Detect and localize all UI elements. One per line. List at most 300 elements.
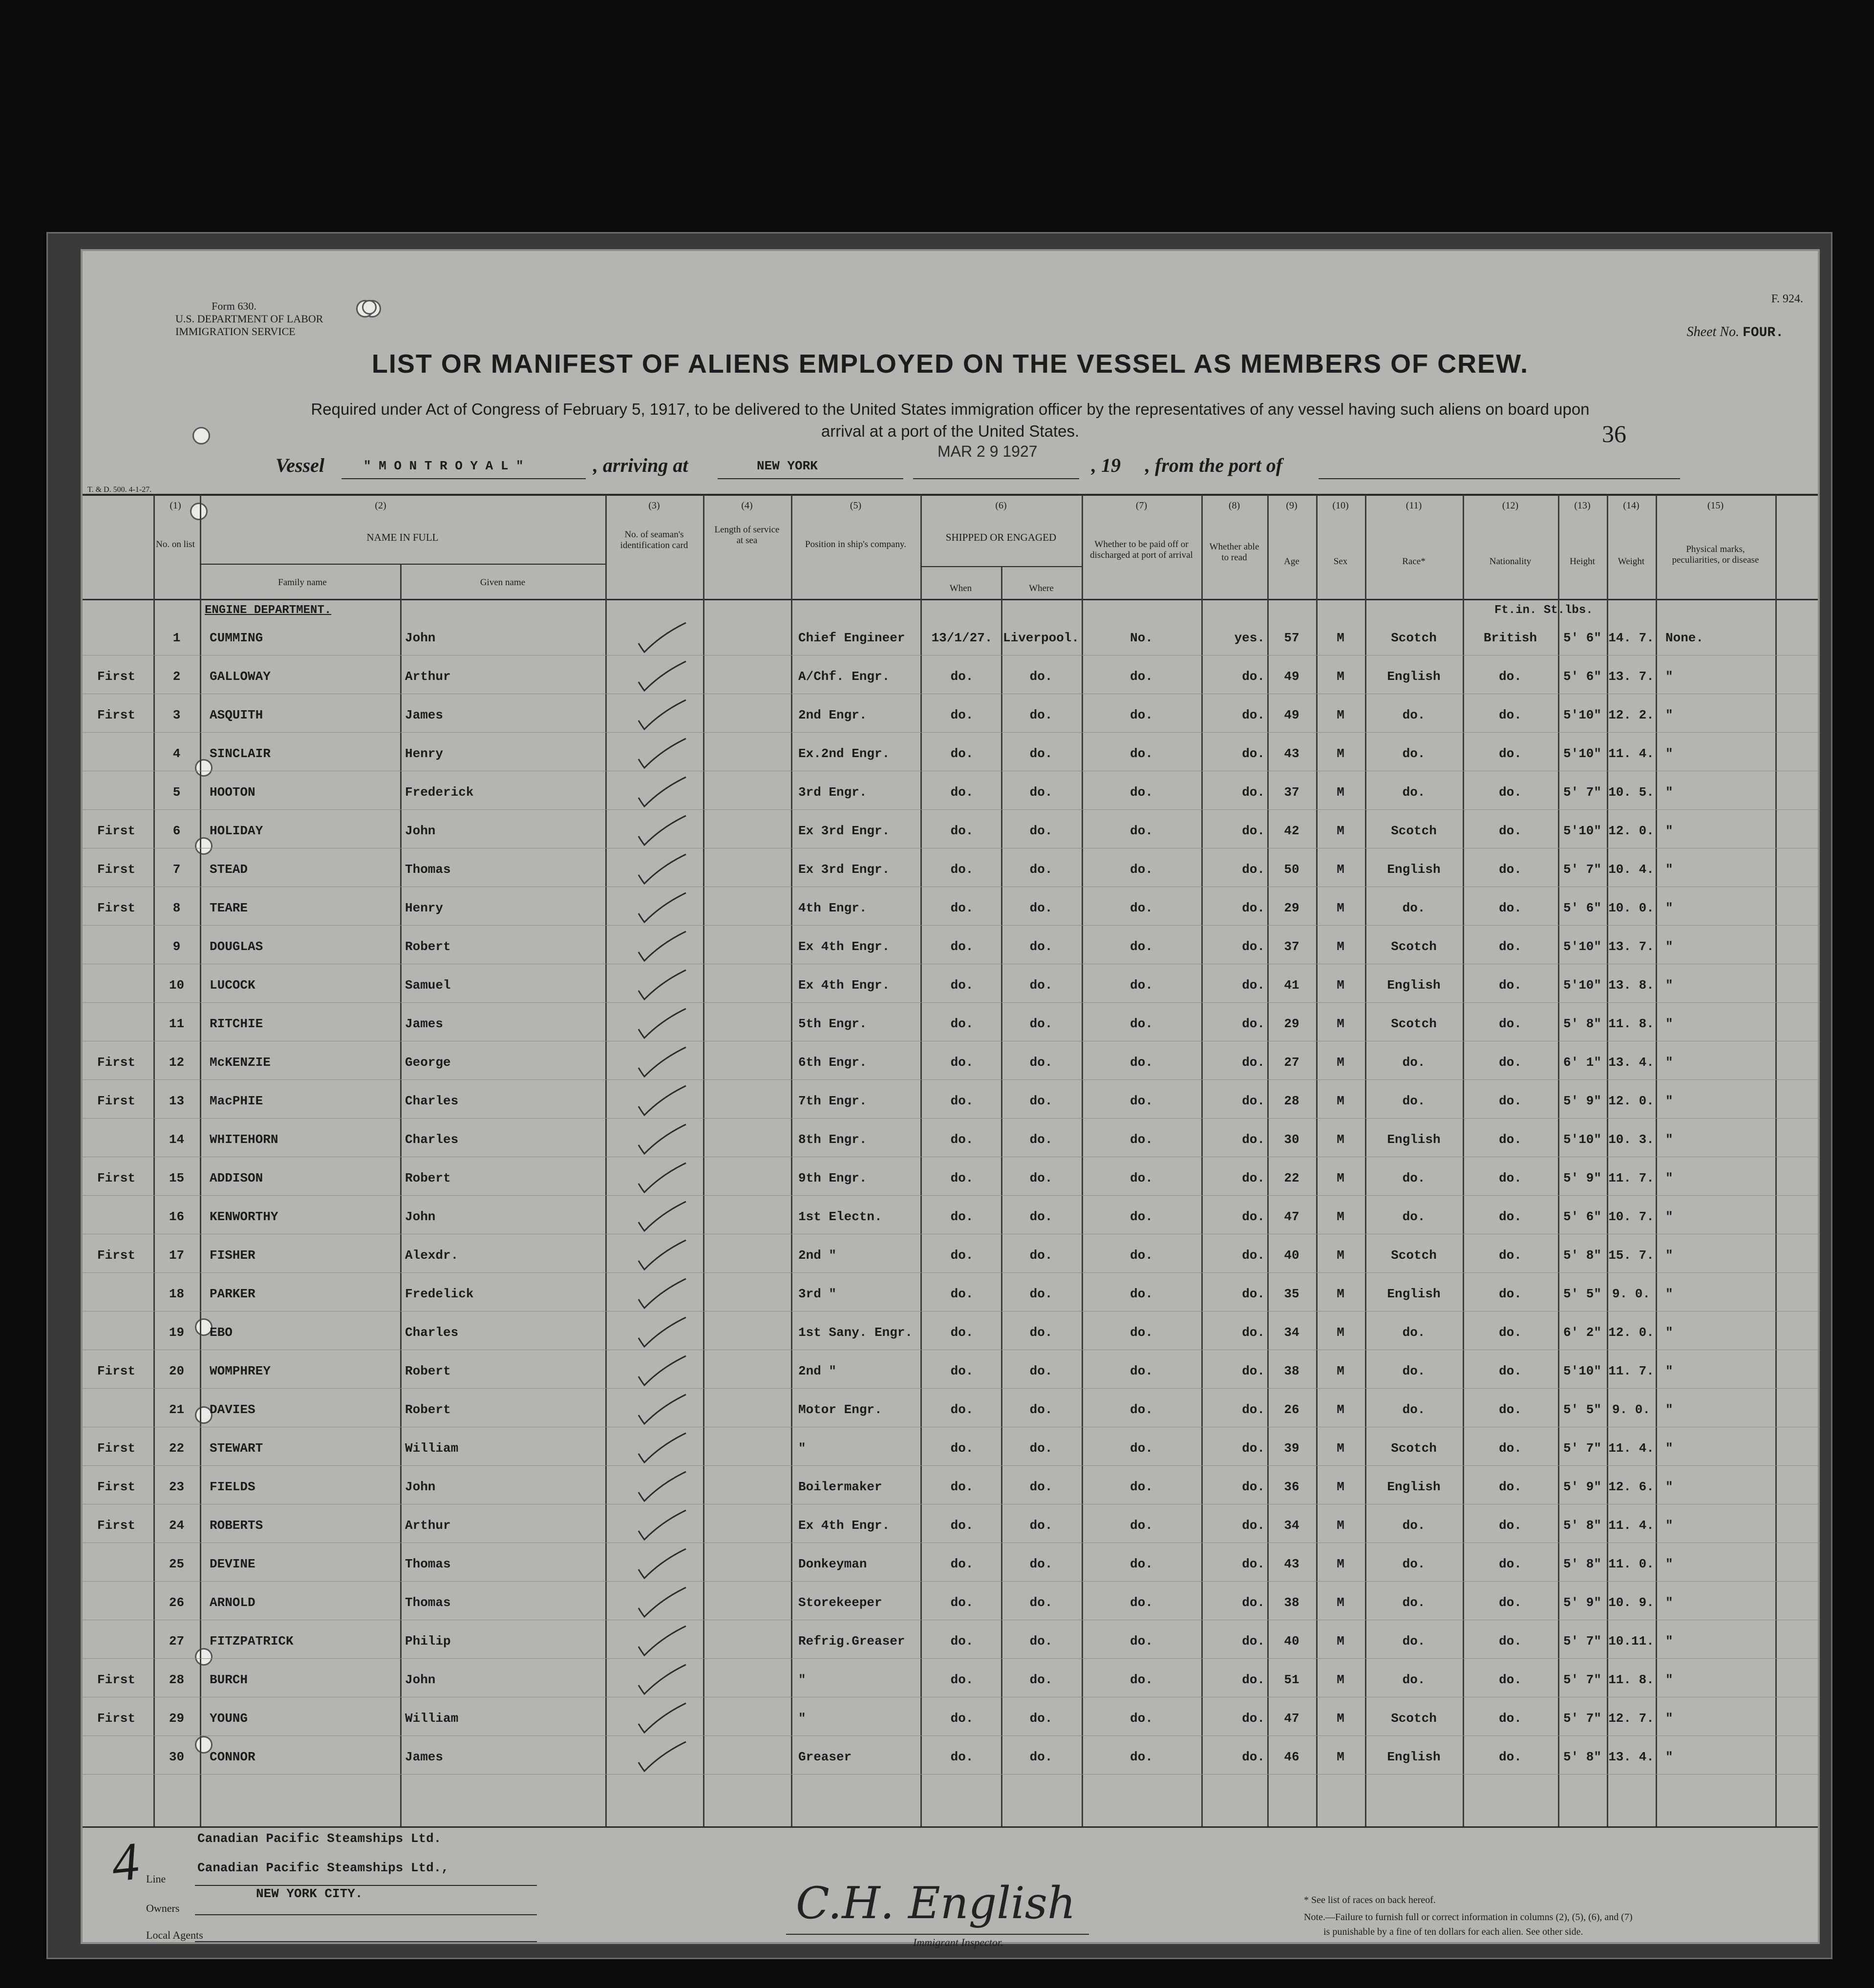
margin-number: 4 <box>108 1831 142 1893</box>
units-label: Ft.in. St.lbs. <box>1494 604 1593 617</box>
weight: 11. 8. <box>1608 1672 1654 1687</box>
shipped-when: do. <box>950 1480 974 1494</box>
margin-annotation: First <box>97 1171 136 1185</box>
sex: M <box>1337 1325 1344 1340</box>
checkmark-icon <box>635 1546 688 1580</box>
position: Boilermaker <box>798 1480 882 1494</box>
shipped-when: do. <box>950 1364 974 1378</box>
family-name: HOOTON <box>210 785 256 800</box>
given-name: William <box>405 1711 459 1726</box>
nationality: do. <box>1499 824 1522 838</box>
margin-annotation: First <box>97 1248 136 1263</box>
race: do. <box>1402 1364 1426 1378</box>
weight: 13. 7. <box>1608 939 1654 954</box>
row-number: 15 <box>169 1171 185 1185</box>
shipped-when: do. <box>950 939 974 954</box>
shipped-where: do. <box>1029 746 1053 761</box>
checkmark-icon <box>635 851 688 886</box>
paid-off: do. <box>1130 785 1153 800</box>
shipped-where: do. <box>1029 1248 1053 1263</box>
age: 22 <box>1284 1171 1299 1185</box>
table-row <box>83 1199 1818 1237</box>
race: do. <box>1402 785 1426 800</box>
given-name: Arthur <box>405 669 451 684</box>
nationality: do. <box>1499 1364 1522 1378</box>
weight: 11. 7. <box>1608 1171 1654 1185</box>
line-label: Line <box>146 1873 166 1885</box>
able-to-read: do. <box>1242 1672 1265 1687</box>
position: " <box>798 1672 806 1687</box>
able-to-read: do. <box>1242 1595 1265 1610</box>
row-number: 14 <box>169 1132 185 1147</box>
able-to-read: do. <box>1242 1480 1265 1494</box>
row-rule <box>83 1272 1818 1273</box>
table-row <box>83 851 1818 890</box>
inspector-signature: C.H. English <box>796 1878 1076 1929</box>
able-to-read: yes. <box>1234 631 1265 645</box>
nationality: do. <box>1499 1672 1522 1687</box>
port-underline <box>718 478 903 479</box>
able-to-read: do. <box>1242 708 1265 722</box>
shipped-when: do. <box>950 1016 974 1031</box>
col-head-when: When <box>949 583 972 593</box>
height: 5'10" <box>1563 708 1601 722</box>
department-name: U.S. DEPARTMENT OF LABOR <box>175 313 323 325</box>
sex: M <box>1337 1557 1344 1571</box>
owners-underline <box>195 1914 537 1915</box>
table-row <box>83 1700 1818 1739</box>
able-to-read: do. <box>1242 1248 1265 1263</box>
race: do. <box>1402 1518 1426 1533</box>
nationality: do. <box>1499 785 1522 800</box>
position: Ex 3rd Engr. <box>798 862 890 877</box>
sex: M <box>1337 1441 1344 1456</box>
form-f-number: F. 924. <box>1771 293 1803 305</box>
race: do. <box>1402 1055 1426 1070</box>
weight: 15. 7. <box>1608 1248 1654 1263</box>
checkmark-icon <box>635 658 688 693</box>
given-name: Alexdr. <box>405 1248 459 1263</box>
family-name: WOMPHREY <box>210 1364 271 1378</box>
sex: M <box>1337 1209 1344 1224</box>
signature-underline <box>786 1934 1089 1935</box>
race: Scotch <box>1391 631 1437 645</box>
col-num-6: (6) <box>995 500 1007 511</box>
col-head-physical: Physical marks, peculiarities, or disease <box>1672 544 1759 565</box>
checkmark-icon <box>635 1353 688 1387</box>
table-row <box>83 1353 1818 1392</box>
family-name: FIELDS <box>210 1480 256 1494</box>
position: Ex 3rd Engr. <box>798 824 890 838</box>
able-to-read: do. <box>1242 1287 1265 1301</box>
col-head-weight: Weight <box>1618 556 1645 567</box>
paid-off: do. <box>1130 901 1153 915</box>
physical-marks: " <box>1665 1402 1673 1417</box>
height: 5' 6" <box>1563 901 1601 915</box>
fine-note-2: is punishable by a fine of ten dollars for each alien. See other side. <box>1323 1926 1583 1937</box>
height: 5'10" <box>1563 1364 1601 1378</box>
row-number: 3 <box>172 708 181 722</box>
position: 2nd " <box>798 1364 837 1378</box>
weight: 13. 7. <box>1608 669 1654 684</box>
given-name: Charles <box>405 1132 459 1147</box>
col-head-family-name: Family name <box>278 577 327 588</box>
weight: 11. 8. <box>1608 1016 1654 1031</box>
race: Scotch <box>1391 824 1437 838</box>
given-name: Henry <box>405 901 444 915</box>
height: 5' 6" <box>1563 669 1601 684</box>
race: do. <box>1402 708 1426 722</box>
age: 47 <box>1284 1209 1299 1224</box>
able-to-read: do. <box>1242 1364 1265 1378</box>
shipped-where: do. <box>1029 1325 1053 1340</box>
shipped-when: do. <box>950 1595 974 1610</box>
age: 43 <box>1284 1557 1299 1571</box>
col-num-9: (9) <box>1286 500 1298 511</box>
position: Ex 4th Engr. <box>798 1518 890 1533</box>
position: 7th Engr. <box>798 1094 867 1108</box>
weight: 12. 0. <box>1608 824 1654 838</box>
row-number: 29 <box>169 1711 185 1726</box>
checkmark-icon <box>635 1507 688 1542</box>
row-rule <box>83 1118 1818 1119</box>
weight: 11. 0. <box>1608 1557 1654 1571</box>
nationality: do. <box>1499 1055 1522 1070</box>
row-number: 12 <box>169 1055 185 1070</box>
col-num-5: (5) <box>850 500 862 511</box>
row-rule <box>83 1581 1818 1582</box>
nationality: British <box>1483 631 1537 645</box>
col-head-given-name: Given name <box>480 577 526 588</box>
position: 3rd Engr. <box>798 785 867 800</box>
nationality: do. <box>1499 1171 1522 1185</box>
row-number: 30 <box>169 1750 185 1764</box>
paid-off: do. <box>1130 708 1153 722</box>
position: Ex 4th Engr. <box>798 939 890 954</box>
paid-off: do. <box>1130 1557 1153 1571</box>
age: 30 <box>1284 1132 1299 1147</box>
table-row <box>83 967 1818 1006</box>
checkmark-icon <box>635 1121 688 1156</box>
page-title: LIST OR MANIFEST OF ALIENS EMPLOYED ON THE VESSEL AS MEMBERS OF CREW. <box>371 349 1529 379</box>
agents-value: NEW YORK CITY. <box>256 1886 363 1901</box>
weight: 10.11. <box>1608 1634 1654 1649</box>
given-name: Frederick <box>405 785 474 800</box>
physical-marks: None. <box>1665 631 1704 645</box>
weight: 10. 4. <box>1608 862 1654 877</box>
sex: M <box>1337 978 1344 993</box>
age: 38 <box>1284 1364 1299 1378</box>
row-number: 7 <box>172 862 181 877</box>
able-to-read: do. <box>1242 1402 1265 1417</box>
nationality: do. <box>1499 1132 1522 1147</box>
paid-off: do. <box>1130 1055 1153 1070</box>
margin-annotation: First <box>97 1441 136 1456</box>
physical-marks: " <box>1665 1750 1673 1764</box>
shipped-when: do. <box>950 1711 974 1726</box>
checkmark-icon <box>635 620 688 654</box>
weight: 12. 0. <box>1608 1094 1654 1108</box>
paid-off: do. <box>1130 978 1153 993</box>
height: 5'10" <box>1563 824 1601 838</box>
row-number: 11 <box>169 1016 185 1031</box>
checkmark-icon <box>635 1314 688 1349</box>
race: do. <box>1402 1209 1426 1224</box>
checkmark-icon <box>635 1623 688 1657</box>
physical-marks: " <box>1665 669 1673 684</box>
paid-off: do. <box>1130 1480 1153 1494</box>
age: 41 <box>1284 978 1299 993</box>
shipped-where: do. <box>1029 1441 1053 1456</box>
position: Donkeyman <box>798 1557 867 1571</box>
paid-off: do. <box>1130 1402 1153 1417</box>
col-head-able-read: Whether able to read <box>1209 542 1259 563</box>
family-name: BURCH <box>210 1672 248 1687</box>
shipped-where: do. <box>1029 978 1053 993</box>
position: 3rd " <box>798 1287 837 1301</box>
height: 5' 9" <box>1563 1480 1601 1494</box>
family-name: LUCOCK <box>210 978 256 993</box>
height: 5' 7" <box>1563 1441 1601 1456</box>
line-value: Canadian Pacific Steamships Ltd. <box>197 1831 442 1846</box>
race: do. <box>1402 1094 1426 1108</box>
row-number: 21 <box>169 1402 185 1417</box>
row-number: 13 <box>169 1094 185 1108</box>
physical-marks: " <box>1665 1132 1673 1147</box>
given-name: William <box>405 1441 459 1456</box>
position: 2nd Engr. <box>798 708 867 722</box>
shipped-where: do. <box>1029 1209 1053 1224</box>
physical-marks: " <box>1665 1441 1673 1456</box>
col-head-length-service: Length of service at sea <box>714 525 780 546</box>
family-name: SINCLAIR <box>210 746 271 761</box>
checkmark-icon <box>635 1739 688 1773</box>
given-name: Robert <box>405 1364 451 1378</box>
shipped-when: do. <box>950 1441 974 1456</box>
age: 26 <box>1284 1402 1299 1417</box>
margin-annotation: First <box>97 708 136 722</box>
weight: 10. 9. <box>1608 1595 1654 1610</box>
nationality: do. <box>1499 1016 1522 1031</box>
form-number: Form 630. <box>212 300 256 312</box>
paid-off: do. <box>1130 1325 1153 1340</box>
height: 5' 7" <box>1563 862 1601 877</box>
physical-marks: " <box>1665 1094 1673 1108</box>
sex: M <box>1337 746 1344 761</box>
shipped-where: do. <box>1029 669 1053 684</box>
table-row <box>83 1469 1818 1507</box>
height: 5' 7" <box>1563 785 1601 800</box>
height: 6' 2" <box>1563 1325 1601 1340</box>
sex: M <box>1337 1634 1344 1649</box>
sex: M <box>1337 1750 1344 1764</box>
shipped-where: do. <box>1029 901 1053 915</box>
race: English <box>1387 1750 1441 1764</box>
age: 28 <box>1284 1094 1299 1108</box>
family-name: GALLOWAY <box>210 669 271 684</box>
height: 5' 8" <box>1563 1750 1601 1764</box>
family-name: ADDISON <box>210 1171 263 1185</box>
row-number: 24 <box>169 1518 185 1533</box>
given-name: John <box>405 631 436 645</box>
shipped-where: do. <box>1029 1518 1053 1533</box>
shipped-when: do. <box>950 901 974 915</box>
weight: 9. 0. <box>1612 1287 1650 1301</box>
paid-off: do. <box>1130 1209 1153 1224</box>
paid-off: do. <box>1130 862 1153 877</box>
col-head-sex: Sex <box>1333 556 1348 567</box>
margin-annotation: First <box>97 824 136 838</box>
able-to-read: do. <box>1242 939 1265 954</box>
height: 5' 7" <box>1563 1711 1601 1726</box>
physical-marks: " <box>1665 1209 1673 1224</box>
row-number: 19 <box>169 1325 185 1340</box>
given-name: Robert <box>405 939 451 954</box>
table-row <box>83 1546 1818 1585</box>
given-name: Henry <box>405 746 444 761</box>
age: 47 <box>1284 1711 1299 1726</box>
height: 5' 6" <box>1563 631 1601 645</box>
col-num-8: (8) <box>1228 500 1240 511</box>
shipped-when: do. <box>950 669 974 684</box>
able-to-read: do. <box>1242 669 1265 684</box>
sex: M <box>1337 862 1344 877</box>
vessel-label: Vessel <box>276 454 324 476</box>
races-note: * See list of races on back hereof. <box>1304 1895 1436 1905</box>
manifest-sheet <box>81 249 1820 1948</box>
inspector-label: Immigrant Inspector. <box>913 1936 1003 1948</box>
paid-off: do. <box>1130 1672 1153 1687</box>
age: 43 <box>1284 746 1299 761</box>
shipped-when: do. <box>950 708 974 722</box>
row-rule <box>83 1388 1818 1389</box>
page-number: 36 <box>1602 420 1626 447</box>
from-port-label: , from the port of <box>1145 454 1283 476</box>
age: 40 <box>1284 1248 1299 1263</box>
height: 5' 8" <box>1563 1248 1601 1263</box>
paid-off: do. <box>1130 746 1153 761</box>
vessel-underline <box>341 478 586 479</box>
sex: M <box>1337 901 1344 915</box>
able-to-read: do. <box>1242 1016 1265 1031</box>
col-head-position: Position in ship's company. <box>805 539 906 550</box>
row-rule <box>83 1774 1818 1775</box>
table-row <box>83 1507 1818 1546</box>
weight: 10. 7. <box>1608 1209 1654 1224</box>
col-num-4: (4) <box>741 500 753 511</box>
given-name: James <box>405 1750 444 1764</box>
table-row <box>83 1739 1818 1777</box>
row-number: 4 <box>172 746 181 761</box>
paid-off: do. <box>1130 669 1153 684</box>
family-name: DEVINE <box>210 1557 256 1571</box>
shipped-when: do. <box>950 785 974 800</box>
sex: M <box>1337 785 1344 800</box>
margin-annotation: First <box>97 1364 136 1378</box>
nationality: do. <box>1499 901 1522 915</box>
family-name: KENWORTHY <box>210 1209 278 1224</box>
checkmark-icon <box>635 1160 688 1194</box>
shipped-when: do. <box>950 1132 974 1147</box>
table-row <box>83 1430 1818 1469</box>
row-rule <box>83 1658 1818 1659</box>
race: English <box>1387 1132 1441 1147</box>
shipped-when: do. <box>950 1518 974 1533</box>
legal-line-2: arrival at a port of the United States. <box>821 422 1080 440</box>
row-number: 6 <box>172 824 181 838</box>
sex: M <box>1337 1016 1344 1031</box>
weight: 9. 0. <box>1612 1402 1650 1417</box>
shipped-where: do. <box>1029 1595 1053 1610</box>
position: Ex 4th Engr. <box>798 978 890 993</box>
height: 5' 7" <box>1563 1634 1601 1649</box>
paid-off: do. <box>1130 1094 1153 1108</box>
shipped-where: do. <box>1029 862 1053 877</box>
height: 5'10" <box>1563 939 1601 954</box>
family-name: ROBERTS <box>210 1518 263 1533</box>
family-name: ASQUITH <box>210 708 263 722</box>
legal-line-1: Required under Act of Congress of February 5, 1917, to be delivered to the United States immigration officer by the representatives of any vessel having such aliens on board upon <box>311 400 1590 418</box>
given-name: Robert <box>405 1171 451 1185</box>
sex: M <box>1337 1402 1344 1417</box>
shipped-when: do. <box>950 1557 974 1571</box>
table-row <box>83 1662 1818 1700</box>
sheet-number: FOUR. <box>1742 325 1784 340</box>
age: 29 <box>1284 901 1299 915</box>
table-row <box>83 1083 1818 1121</box>
physical-marks: " <box>1665 1634 1673 1649</box>
position: A/Chf. Engr. <box>798 669 890 684</box>
col-head-age: Age <box>1284 556 1299 567</box>
checkmark-icon <box>635 890 688 924</box>
physical-marks: " <box>1665 1711 1673 1726</box>
col-head-paid-off: Whether to be paid off or discharged at port of arrival <box>1090 539 1193 560</box>
table-row <box>83 658 1818 697</box>
col-num-14: (14) <box>1623 500 1640 511</box>
checkmark-icon <box>635 929 688 963</box>
physical-marks: " <box>1665 1595 1673 1610</box>
sex: M <box>1337 824 1344 838</box>
nationality: do. <box>1499 1402 1522 1417</box>
family-name: WHITEHORN <box>210 1132 278 1147</box>
given-name: Philip <box>405 1634 451 1649</box>
table-row <box>83 1237 1818 1276</box>
shipped-when: do. <box>950 1209 974 1224</box>
physical-marks: " <box>1665 1171 1673 1185</box>
able-to-read: do. <box>1242 1557 1265 1571</box>
paid-off: do. <box>1130 1287 1153 1301</box>
paid-off: do. <box>1130 1171 1153 1185</box>
weight: 12. 7. <box>1608 1711 1654 1726</box>
weight: 13. 8. <box>1608 978 1654 993</box>
row-number: 20 <box>169 1364 185 1378</box>
shipped-where: do. <box>1029 708 1053 722</box>
position: Motor Engr. <box>798 1402 882 1417</box>
family-name: CONNOR <box>210 1750 256 1764</box>
family-name: MacPHIE <box>210 1094 263 1108</box>
physical-marks: " <box>1665 1325 1673 1340</box>
col-num-1: (1) <box>170 500 181 511</box>
nationality: do. <box>1499 1750 1522 1764</box>
height: 5' 5" <box>1563 1287 1601 1301</box>
shipped-when: do. <box>950 824 974 838</box>
checkmark-icon <box>635 1585 688 1619</box>
weight: 12. 0. <box>1608 1325 1654 1340</box>
shipped-where: do. <box>1029 1132 1053 1147</box>
position: " <box>798 1441 806 1456</box>
shipped-when: do. <box>950 1055 974 1070</box>
row-number: 9 <box>172 939 181 954</box>
